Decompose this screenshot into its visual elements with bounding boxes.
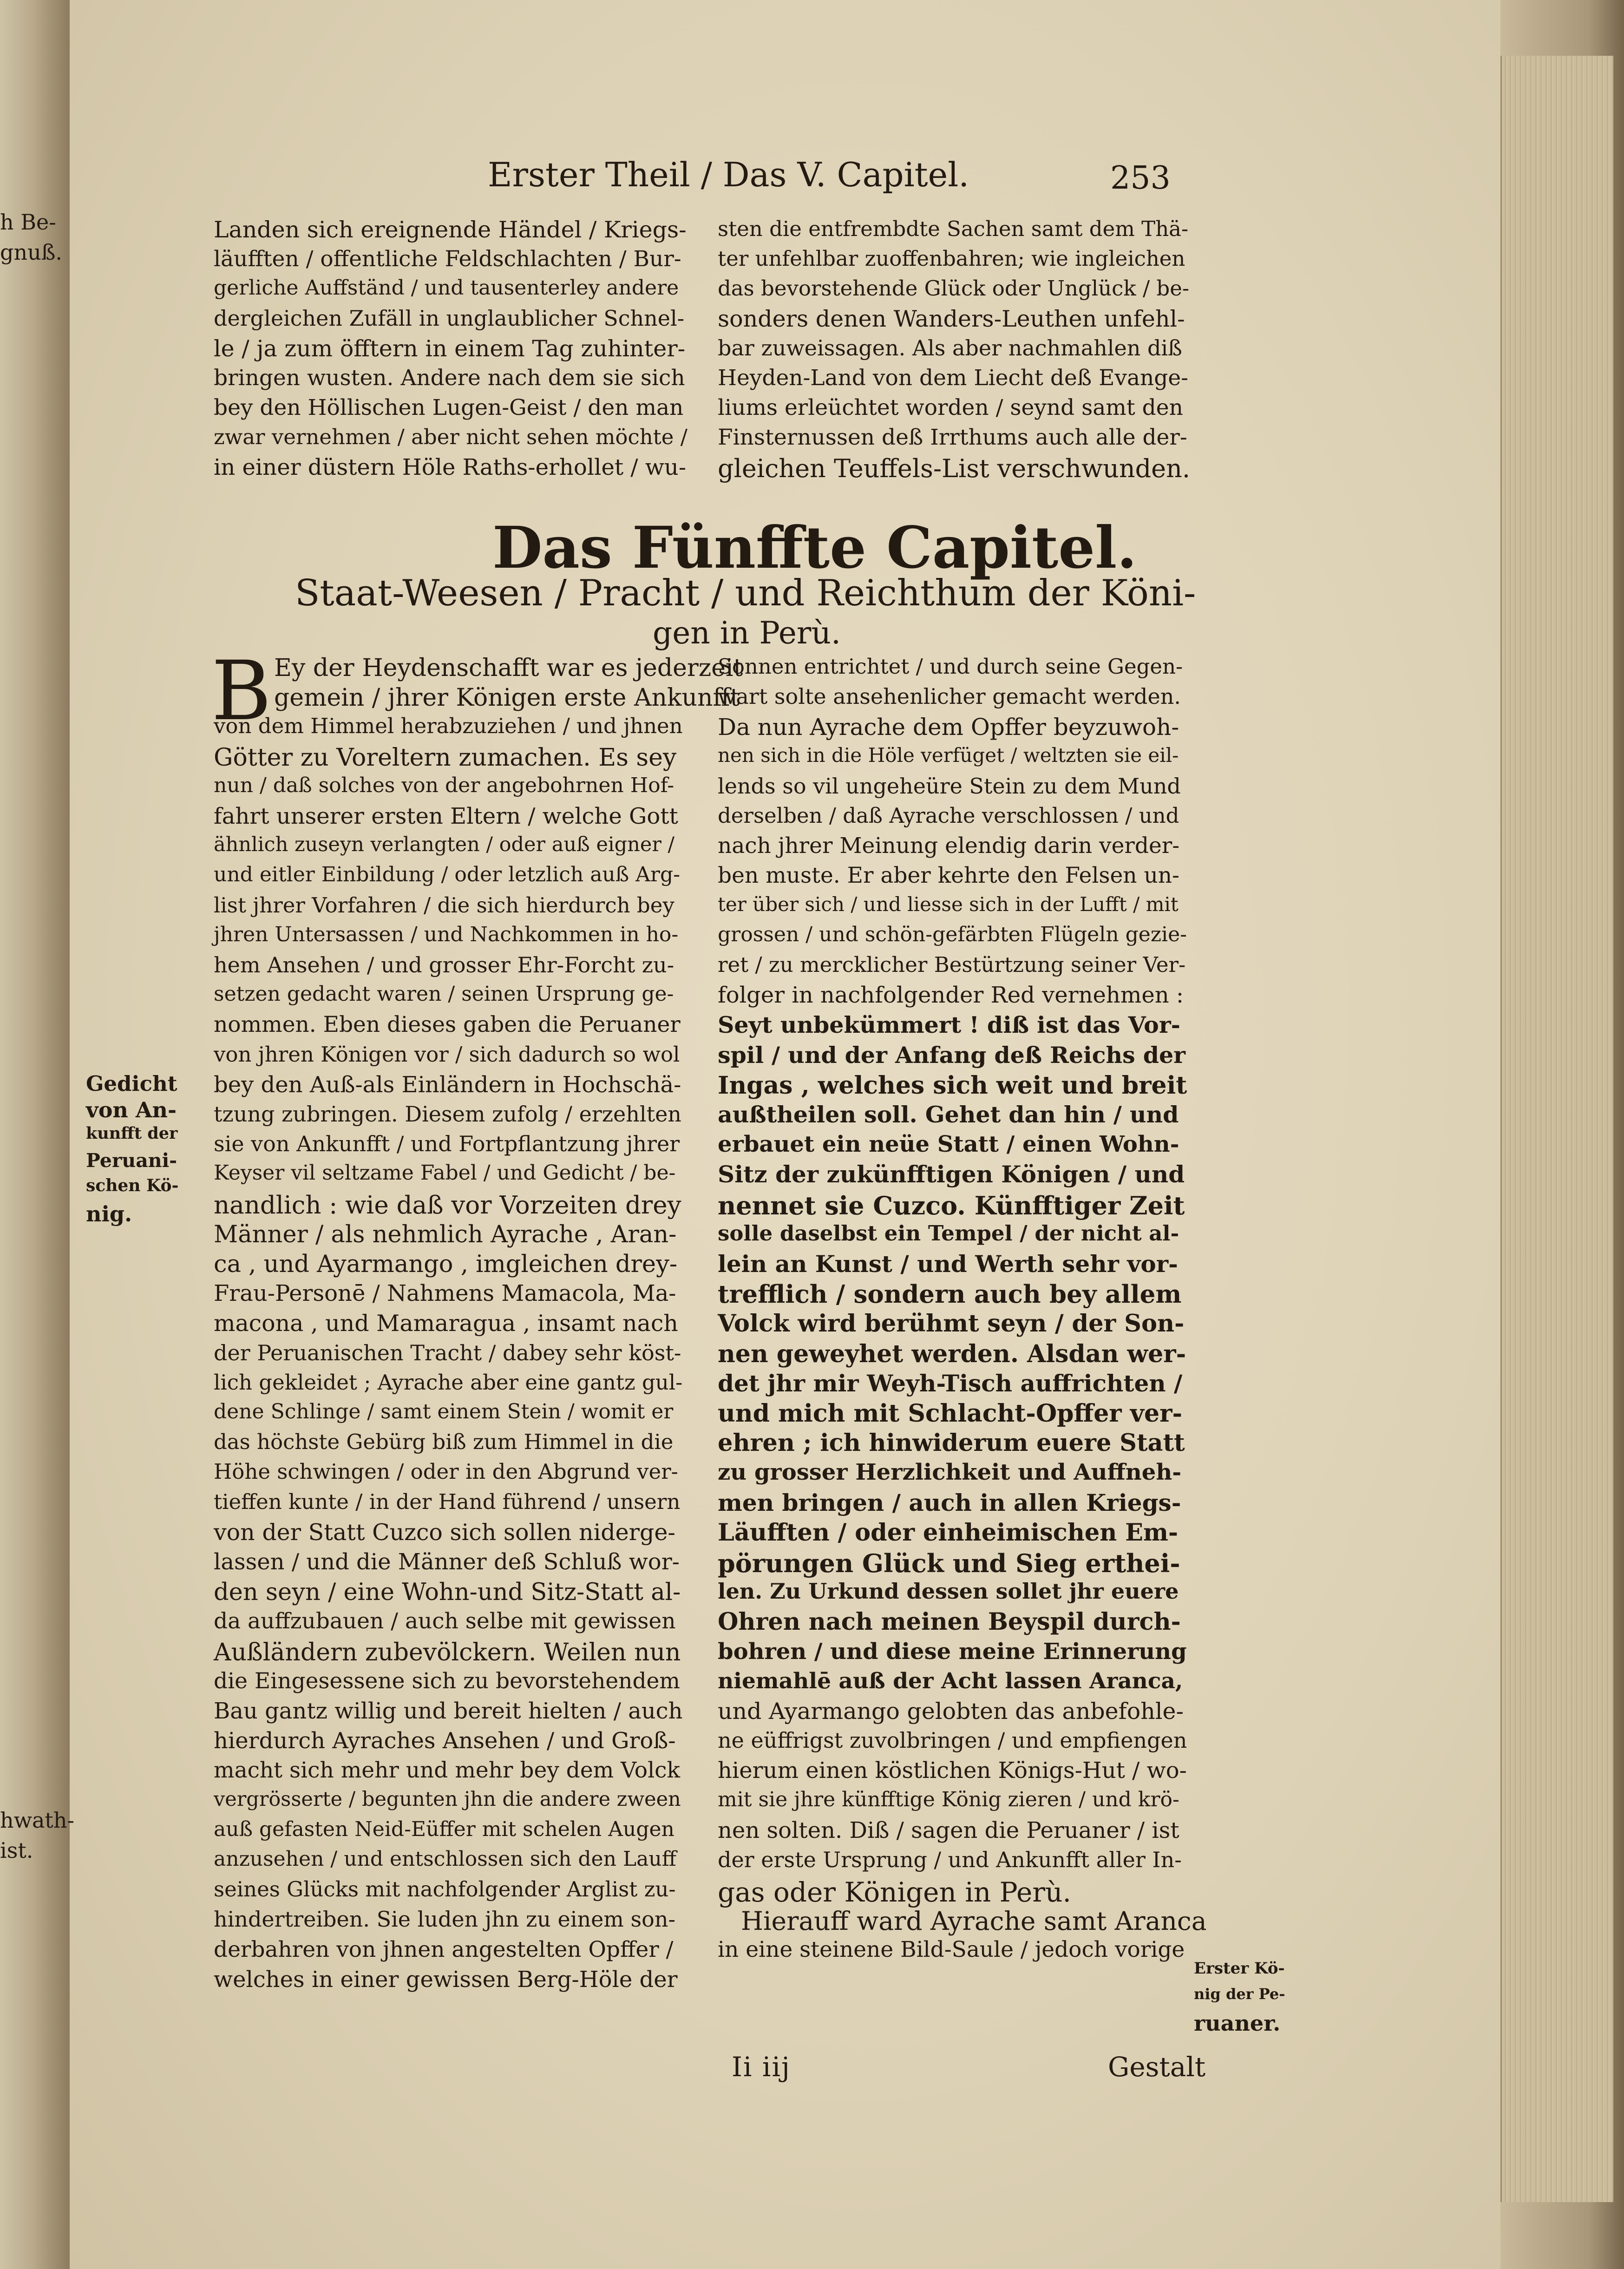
text-line: Seyt unbekümmert ! diß ist das Vor- [718,1011,1181,1039]
initial-letter: B [211,643,272,739]
text-line: lein an Kunst / und Werth sehr vor- [718,1250,1178,1278]
text-line: der erste Ursprung / und Ankunfft aller In- [718,1847,1182,1872]
marginal-line: ruaner. [1194,2011,1281,2036]
text-line: list jhrer Vorfahren / die sich hierdurch bey [214,892,674,918]
text-line: fahrt unserer ersten Eltern / welche Gott [214,803,678,829]
text-line: mit sie jhre künfftige König zieren / und krö- [718,1787,1179,1811]
text-line: nommen. Eben dieses gaben die Peruaner [214,1012,681,1038]
text-line: macht sich mehr und mehr bey dem Volck [214,1757,680,1784]
chapter-title: Das Fünffte Capitel. [492,514,1137,582]
catchword: Gestalt [1108,2051,1206,2083]
page-number: 253 [1110,160,1171,197]
text-line: bohren / und diese meine Erinnerung [718,1638,1187,1665]
text-line: anzusehen / und entschlossen sich den Lauff [214,1847,676,1871]
text-line: liums erleüchtet worden / seynd samt den [718,395,1183,420]
marginal-line: von An- [86,1097,177,1122]
text-line: lich gekleidet ; Ayrache aber eine gantz gul- [214,1370,683,1395]
running-head: Erster Theil / Das V. Capitel. [488,155,969,194]
text-line: macona , und Mamaragua , insamt nach [214,1310,678,1337]
text-line: Höhe schwingen / oder in den Abgrund ver- [214,1459,678,1484]
left-page-edge [0,0,70,2269]
text-line: das höchste Gebürg biß zum Himmel in die [214,1430,674,1455]
text-line: wart solte ansehenlicher gemacht werden. [718,684,1181,709]
text-line: ter über sich / und liesse sich in der Lufft / mit [718,892,1179,916]
text-line: hierdurch Ayraches Ansehen / und Groß- [214,1728,676,1754]
text-line: von der Statt Cuzco sich sollen niderge- [214,1519,675,1546]
text-line: und eitler Einbildung / oder letzlich auß Arg- [214,863,680,887]
marginal-line: kunfft der [86,1124,178,1143]
text-line: und mich mit Schlacht-Opffer ver- [718,1399,1183,1428]
text-line: Sonnen entrichtet / und durch seine Gegen- [718,654,1183,679]
text-line: nach jhrer Meinung elendig darin verder- [718,833,1180,859]
text-line: setzen gedacht waren / seinen Ursprung ge- [214,982,674,1006]
text-line: ben muste. Er aber kehrte den Felsen un- [718,863,1179,889]
text-line: gleichen Teuffels-List verschwunden. [718,454,1191,483]
text-line: sten die entfrembdte Sachen samt dem Thä- [718,216,1189,241]
text-line: Sitz der zukünfftigen Königen / und [718,1161,1185,1188]
text-line: ne eüffrigst zuvolbringen / und empfiengen [718,1728,1187,1753]
text-line: Finsternussen deß Irrthums auch alle der- [718,425,1187,450]
text-line: men bringen / auch in allen Kriegs- [718,1489,1181,1516]
text-line: das bevorstehende Glück oder Unglück / be- [718,276,1190,301]
text-line: Götter zu Voreltern zumachen. Es sey [214,743,677,772]
text-line: lends so vil ungeheüre Stein zu dem Mund [718,773,1181,799]
text-line: bey den Auß-als Einländern in Hochschä- [214,1071,681,1098]
text-line: in einer düstern Höle Raths-erhollet / wu- [214,454,687,480]
text-line: Läufften / oder einheimischen Em- [718,1518,1179,1547]
text-line: Keyser vil seltzame Fabel / und Gedicht / be- [214,1161,676,1185]
marginal-line: nig der Pe- [1194,1985,1285,2003]
text-line: dene Schlinge / samt einem Stein / womit er [214,1400,674,1423]
text-line: Ohren nach meinen Beyspil durch- [718,1608,1181,1636]
left-page-fragment: hwath- [0,1808,75,1833]
text-line: in eine steinene Bild-Saule / jedoch vorige [718,1936,1185,1962]
marginal-line: schen Kö- [86,1176,179,1195]
text-line: lassen / und die Männer deß Schluß wor- [214,1549,680,1575]
text-line: zu grosser Herzlichkeit und Auffneh- [718,1459,1182,1486]
text-line: sie von Ankunfft / und Fortpflantzung jhrer [214,1131,680,1157]
text-line: Landen sich ereignende Händel / Kriegs- [214,216,687,243]
text-line: Männer / als nehmlich Ayrache , Aran- [214,1220,677,1248]
text-line: gemein / jhrer Königen erste Ankunfft [274,684,740,712]
left-page-fragment: h Be- [0,210,56,235]
text-line: auß gefasten Neid-Eüffer mit schelen Augen [214,1817,674,1841]
text-line: gerliche Auffständ / und tausenterley andere [214,276,679,300]
page-fore-edge [1500,56,1613,2202]
text-line: von jhren Königen vor / sich dadurch so wol [214,1042,680,1067]
chapter-subtitle: Staat-Weesen / Pracht / und Reichthum der Köni- [295,572,1196,614]
text-line: ret / zu mercklicher Bestürtzung seiner Ver- [718,952,1186,977]
text-line: vergrösserte / begunten jhn die andere zween [214,1787,681,1811]
text-line: bar zuweissagen. Als aber nachmahlen diß [718,335,1182,361]
text-line: und Ayarmango gelobten das anbefohle- [718,1698,1184,1725]
text-line: ca , und Ayarmango , imgleichen drey- [214,1251,678,1278]
marginal-line: Erster Kö- [1194,1959,1285,1978]
text-line: zwar vernehmen / aber nicht sehen möchte / [214,425,688,449]
text-line: pörungen Glück und Sieg erthei- [718,1548,1180,1578]
chapter-subtitle-2: gen in Perù. [653,615,841,651]
text-line: von dem Himmel herabzuziehen / und jhnen [214,714,683,739]
text-line: Außländern zubevölckern. Weilen nun [214,1638,681,1666]
text-line: die Eingesessene sich zu bevorstehendem [214,1668,680,1694]
text-line: Hierauff ward Ayrache samt Aranca [741,1906,1207,1936]
text-line: bringen wusten. Andere nach dem sie sich [214,365,685,391]
text-line: hem Ansehen / und grosser Ehr-Forcht zu- [214,952,674,977]
text-line: Ingas , welches sich weit und breit [718,1071,1187,1100]
text-line: jhren Untersassen / und Nachkommen in ho- [214,922,679,946]
text-line: nen geweyhet werden. Alsdan wer- [718,1339,1186,1368]
text-line: erbauet ein neüe Statt / einen Wohn- [718,1131,1179,1158]
text-line: hindertreiben. Sie luden jhn zu einem son- [214,1907,676,1932]
text-line: nandlich : wie daß vor Vorzeiten drey [214,1191,681,1220]
text-line: sonders denen Wanders-Leuthen unfehl- [718,306,1185,332]
text-line: derselben / daß Ayrache verschlossen / und [718,803,1179,828]
text-line: derbahren von jhnen angestelten Opffer / [214,1936,674,1962]
text-line: nennet sie Cuzco. Künfftiger Zeit [718,1190,1185,1220]
signature-mark: Ii iij [732,2051,791,2083]
text-line: niemahlē auß der Acht lassen Aranca, [718,1668,1183,1694]
left-page-fragment: gnuß. [0,240,63,265]
text-line: außtheilen soll. Gehet dan hin / und [718,1101,1179,1128]
text-line: Frau-Personē / Nahmens Mamacola, Ma- [214,1280,676,1307]
text-line: Ey der Heydenschafft war es jederzeit [274,654,743,682]
text-line: len. Zu Urkund dessen sollet jhr euere [718,1579,1179,1604]
text-line: det jhr mir Weyh-Tisch auffrichten / [718,1369,1183,1397]
text-line: Heyden-Land von dem Liecht deß Evange- [718,365,1189,391]
text-line: folger in nachfolgender Red vernehmen : [718,982,1184,1009]
text-line: spil / und der Anfang deß Reichs der [718,1041,1185,1069]
text-line: Volck wird berühmt seyn / der Son- [718,1310,1185,1338]
text-line: solle daselbst ein Tempel / der nicht al- [718,1220,1179,1246]
text-line: nen solten. Diß / sagen die Peruaner / ist [718,1817,1179,1843]
text-line: seines Glücks mit nachfolgender Arglist zu- [214,1877,676,1902]
text-line: hierum einen köstlichen Königs-Hut / wo- [718,1757,1187,1784]
text-line: gas oder Königen in Perù. [718,1876,1071,1908]
marginal-line: Gedicht [86,1071,177,1096]
text-line: nen sich in die Höle verfüget / weltzten sie eil- [718,743,1179,767]
text-line: le / ja zum öfftern in einem Tag zuhinter- [214,335,686,362]
text-line: Da nun Ayrache dem Opffer beyzuwoh- [718,714,1179,741]
text-line: trefflich / sondern auch bey allem [718,1280,1182,1309]
text-line: Bau gantz willig und bereit hielten / auch [214,1698,683,1724]
text-line: ähnlich zuseyn verlangten / oder auß eigner / [214,833,675,857]
text-line: tieffen kunte / in der Hand führend / unsern [214,1489,681,1514]
text-line: tzung zubringen. Diesem zufolg / erzehlten [214,1102,681,1127]
text-line: nun / daß solches von der angebohrnen Hof- [214,773,674,797]
left-page-fragment: ist. [0,1838,33,1863]
text-line: welches in einer gewissen Berg-Höle der [214,1966,678,1993]
text-line: da auffzubauen / auch selbe mit gewissen [214,1608,676,1634]
text-line: dergleichen Zufäll in unglaublicher Schnel- [214,306,685,331]
text-line: bey den Höllischen Lugen-Geist / den man [214,395,684,420]
text-line: ter unfehlbar zuoffenbahren; wie ingleichen [718,246,1185,271]
marginal-line: nig. [86,1201,132,1226]
text-line: der Peruanischen Tracht / dabey sehr köst- [214,1340,681,1365]
text-line: läufften / offentliche Feldschlachten / Bur- [214,246,681,272]
text-line: den seyn / eine Wohn-und Sitz-Statt al- [214,1579,681,1607]
marginal-line: Peruani- [86,1149,177,1172]
text-line: grossen / und schön-gefärbten Flügeln gezie- [718,922,1187,946]
text-line: ehren ; ich hinwiderum euere Statt [718,1429,1185,1457]
